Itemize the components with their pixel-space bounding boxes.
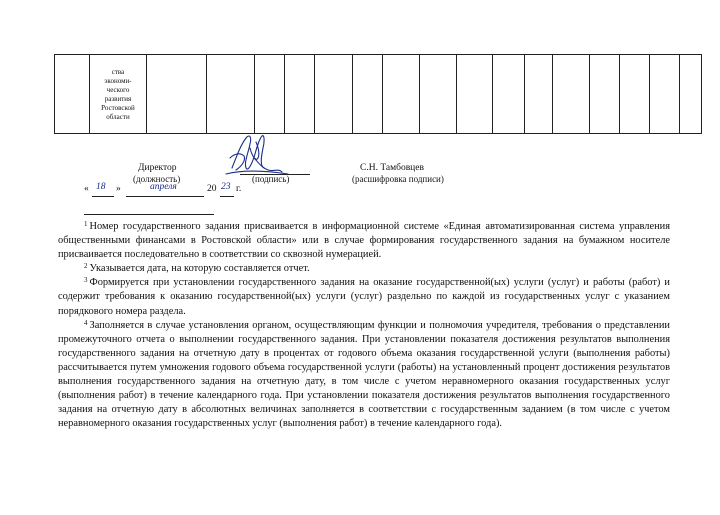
year-prefix: 20 [207,184,217,194]
quote-open: « [84,184,89,194]
position-caption: (должность) [133,174,181,184]
date-month: апреля [150,182,177,192]
footnote-4 [58,319,670,432]
table-cell [590,55,620,134]
footnotes [58,220,670,431]
table-cell [525,55,553,134]
signature-caption: (подпись) [252,174,290,184]
table-cell [553,55,590,134]
footnote-text: Указывается дата, на которую составляется отчет. [89,263,310,275]
month-line [126,196,204,197]
quote-close: » [116,184,121,194]
footnote-1 [58,220,670,262]
position-label: Директор [138,163,177,173]
table-cell [147,55,207,134]
table-cell [457,55,493,134]
table-cell [650,55,680,134]
table-cell [315,55,353,134]
table-cell [55,55,90,134]
footnote-number: 4 [84,318,88,327]
table-cell [285,55,315,134]
table-cell [493,55,525,134]
date-day: 18 [96,182,106,192]
handwritten-signature [222,128,292,186]
year-end: г. [236,184,242,194]
table-cell [680,55,702,134]
footnote-number: 2 [84,262,88,271]
table-cell-department: ства экономи- ческого развития Ростовской области [90,55,147,134]
footnote-text: Заполняется в случае установления органом, осуществляющим функции и полномочия учредителя, требования о представлении промежуточного отчета о выполнении государственного задания. При установлении показателя достижения результатов выполнения государственного задания на отчетную дату в процентах от годового объема оказания государственной услуги (выполнения работы) рассчитывается путем умножения годового объема государственной услуги (работы) на установленный процент достижения результатов выполнения государственного задания на отчетную дату, в том числе с учетом неравномерного оказания государственных услуг (выполнения работ) в течение календарного года. При установлении показателя достижения результатов выполнения государственного задания на отчетную дату в абсолютных величинах заполняется в соответствии с государственным заданием (в том числе с учетом неравномерного оказания государственных услуг (выполнения работ) в течение календарного года). [58,319,670,430]
name-caption: (расшифровка подписи) [352,174,444,184]
footnote-number: 3 [84,276,88,285]
footnote-separator [84,214,214,215]
date-year: 23 [221,182,231,192]
footnote-number: 1 [84,220,88,228]
year-line [220,196,234,197]
table-cell [255,55,285,134]
day-line [92,196,114,197]
footnote-text: Формируется при установлении государственного задания на оказание государственной(ых) услуги (услуг) и работы (работ) и содержит требования к оказанию государственной(ых) услуги (услуг) раздельно по каждой из государственных услуг с указанием порядкового номера раздела. [58,277,670,317]
footnote-2 [58,262,670,276]
report-table [54,54,702,134]
table-cell [207,55,255,134]
footnote-3 [58,276,670,318]
table-cell [383,55,420,134]
table-cell [353,55,383,134]
table-row [55,55,702,134]
table-cell [420,55,457,134]
signatory-name: С.Н. Тамбовцев [360,163,424,173]
table-cell [620,55,650,134]
footnote-text: Номер государственного задания присваивается в информационной системе «Единая автоматизированная система управления общественными финансами в Ростовской области» или в случае формирования государственного задания на бумажном носителе присваивается последовательно в соответствии со сквозной нумерацией. [58,221,670,261]
